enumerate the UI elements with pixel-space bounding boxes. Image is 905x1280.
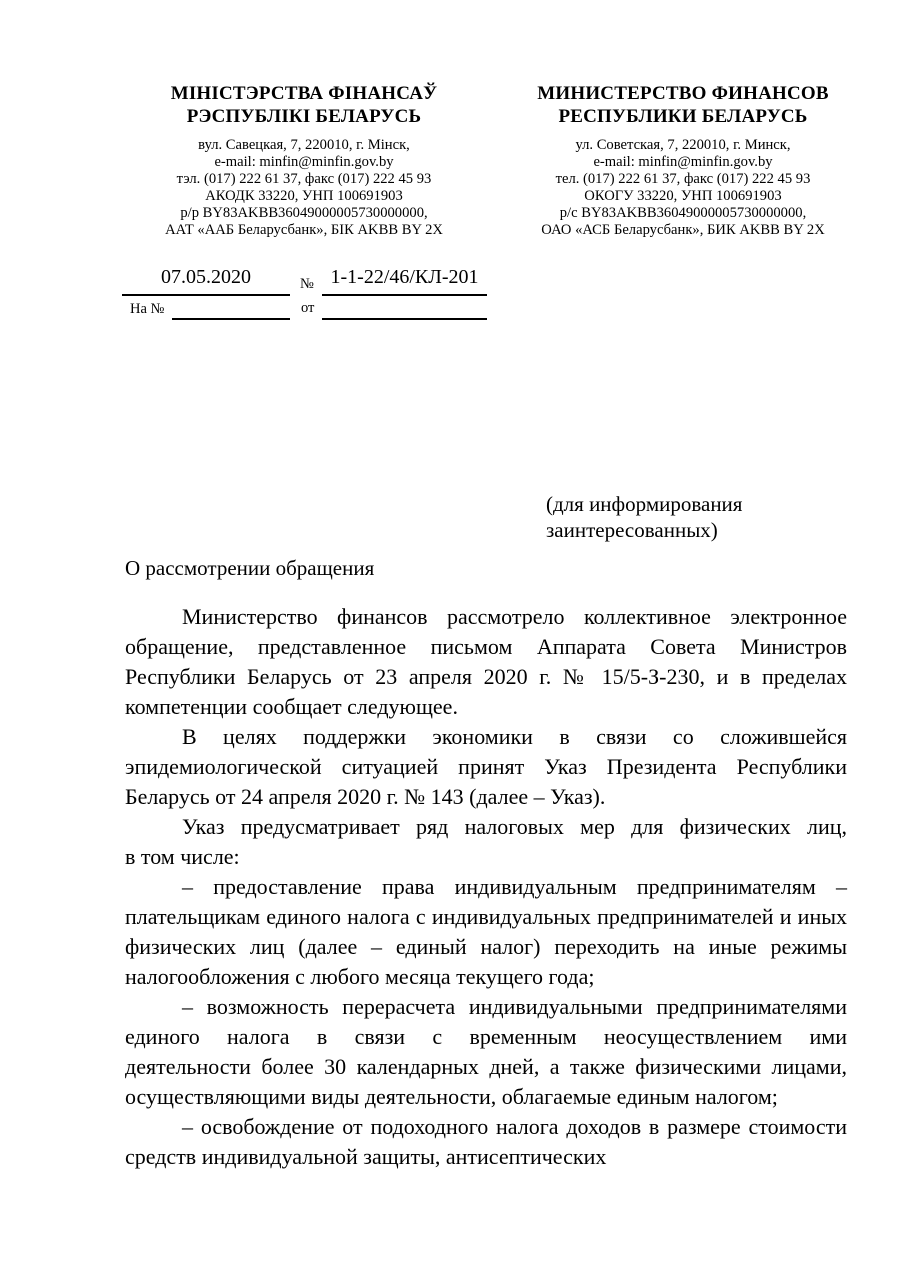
number-sign-label: № bbox=[300, 276, 314, 292]
reply-to-date-blank bbox=[322, 301, 487, 320]
letterhead-title-by-line2: РЭСПУБЛІКІ БЕЛАРУСЬ bbox=[186, 106, 422, 127]
reply-to-date-label: от bbox=[301, 300, 315, 316]
body-paragraph: – предоставление права индивидуальным предпринимателям – плательщикам единого налога с индивидуальных предпринимателей и иных физических лиц (далее – единый налог) переходить на иные режимы налогообложения с любого месяца текущего года; bbox=[125, 874, 847, 989]
address-line: р/с BY83AKBB36049000005730000000, bbox=[559, 204, 807, 221]
letterhead-russian bbox=[502, 82, 864, 238]
address-line: тел. (017) 222 61 37, факс (017) 222 45 93 bbox=[555, 170, 811, 187]
letter-date-field bbox=[122, 266, 290, 296]
subject-line: О рассмотрении обращения bbox=[125, 556, 375, 580]
address-line: ААТ «ААБ Беларусбанк», БІК AKBB BY 2X bbox=[165, 221, 443, 238]
body-paragraph: Министерство финансов рассмотрело коллективное электронное обращение, представленное письмом Аппарата Совета Министров Республики Беларусь от 23 апреля 2020 г. № 15/5-З-230, и в пределах компетенции сообщает следующее. bbox=[125, 604, 847, 719]
letter-number: 1-1-22/46/КЛ-201 bbox=[330, 266, 479, 288]
address-line: р/р BY83AKBB36049000005730000000, bbox=[180, 204, 428, 221]
letter-date: 07.05.2020 bbox=[161, 266, 251, 288]
body-paragraph: – освобождение от подоходного налога доходов в размере стоимости средств индивидуальной защиты, антисептических bbox=[125, 1114, 847, 1169]
address-line: ул. Советская, 7, 220010, г. Минск, bbox=[575, 137, 791, 153]
address-line: e-mail: minfin@minfin.gov.by bbox=[593, 153, 773, 170]
letterhead-title-by-line1: МІНІСТЭРСТВА ФІНАНСАЎ bbox=[170, 83, 438, 104]
address-line: вул. Савецкая, 7, 220010, г. Мінск, bbox=[198, 137, 410, 153]
recipient-note-line2: заинтересованных) bbox=[546, 518, 718, 542]
letterhead-title-ru bbox=[502, 82, 864, 128]
recipient-note bbox=[546, 491, 742, 543]
address-line: ОАО «АСБ Беларусбанк», БИК AKBB BY 2X bbox=[541, 221, 825, 238]
address-line: ОКОГУ 33220, УНП 100691903 bbox=[584, 187, 782, 204]
reply-to-number-label: На № bbox=[130, 301, 165, 317]
letterhead-belarusian bbox=[123, 82, 485, 238]
address-line: e-mail: minfin@minfin.gov.by bbox=[214, 153, 394, 170]
body-paragraph: – возможность перерасчета индивидуальными предпринимателями единого налога в связи с временным неосуществлением ими деятельности более 30 календарных дней, а также физическими лицами, осуществляющими виды деятельности, облагаемые единым налогом; bbox=[125, 994, 847, 1109]
reply-to-number-blank bbox=[172, 301, 290, 320]
letterhead-title-ru-line2: РЕСПУБЛИКИ БЕЛАРУСЬ bbox=[558, 106, 808, 127]
body-paragraph: В целях поддержки экономики в связи со сложившейся эпидемиологической ситуацией принят Указ Президента Республики Беларусь от 24 апреля 2020 г. № 143 (далее – Указ). bbox=[125, 724, 847, 809]
recipient-note-line1: (для информирования bbox=[546, 492, 743, 516]
letter-body bbox=[125, 602, 847, 1172]
letterhead-title-ru-line1: МИНИСТЕРСТВО ФИНАНСОВ bbox=[537, 83, 829, 104]
letter-number-field bbox=[322, 266, 487, 296]
letterhead-address-ru bbox=[502, 137, 864, 238]
address-line: АКОДК 33220, УНП 100691903 bbox=[205, 187, 403, 204]
letterhead-title-by bbox=[123, 82, 485, 128]
body-paragraph: Указ предусматривает ряд налоговых мер для физических лиц, в том числе: bbox=[125, 814, 847, 869]
address-line: тэл. (017) 222 61 37, факс (017) 222 45 93 bbox=[176, 170, 432, 187]
letterhead-address-by bbox=[123, 137, 485, 238]
